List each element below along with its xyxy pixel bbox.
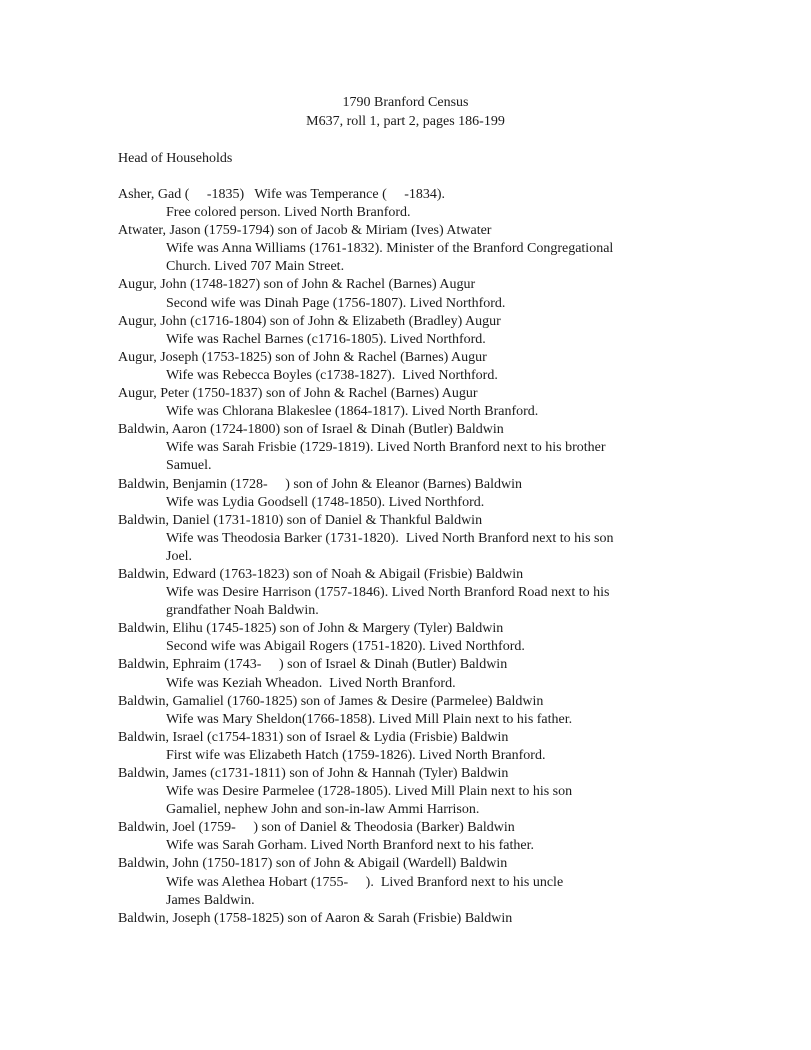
household-detail-line: Second wife was Dinah Page (1756-1807). Lived Northford. xyxy=(166,295,506,311)
household-detail xyxy=(118,783,718,819)
household-entry xyxy=(118,421,718,475)
household-detail xyxy=(118,295,718,313)
household-detail-line: Wife was Sarah Gorham. Lived North Branford next to his father. xyxy=(166,838,534,854)
household-entry xyxy=(118,476,718,512)
document-title: 1790 Branford Census xyxy=(342,95,469,110)
household-detail-line: Wife was Chlorana Blakeslee (1864-1817). Lived North Branford. xyxy=(166,404,539,420)
household-detail-line: Church. Lived 707 Main Street. xyxy=(166,259,345,275)
household-detail xyxy=(118,204,718,222)
household-detail xyxy=(118,638,718,656)
household-entry xyxy=(118,512,718,566)
household-entry xyxy=(118,620,718,656)
household-head: Baldwin, Gamaliel (1760-1825) son of James & Desire (Parmelee) Baldwin xyxy=(118,693,544,709)
household-head: Baldwin, Daniel (1731-1810) son of Daniel & Thankful Baldwin xyxy=(118,512,483,528)
household-list xyxy=(118,186,718,928)
household-head: Baldwin, James (c1731-1811) son of John & Hannah (Tyler) Baldwin xyxy=(118,766,509,781)
household-entry xyxy=(118,313,718,349)
household-detail-line: Wife was Rebecca Boyles (c1738-1827). Lived Northford. xyxy=(166,367,498,383)
household-entry xyxy=(118,765,718,819)
household-entry xyxy=(118,222,718,276)
household-entry xyxy=(118,693,718,729)
household-detail-line: Wife was Lydia Goodsell (1748-1850). Lived Northford. xyxy=(166,494,485,510)
household-detail-line: grandfather Noah Baldwin. xyxy=(166,603,319,619)
household-detail-line: Wife was Rachel Barnes (c1716-1805). Lived Northford. xyxy=(166,331,486,347)
household-head: Augur, John (1748-1827) son of John & Rachel (Barnes) Augur xyxy=(118,277,476,293)
household-detail xyxy=(118,367,718,385)
household-detail xyxy=(118,403,718,421)
household-detail xyxy=(118,240,718,276)
household-head: Baldwin, Elihu (1745-1825) son of John & Margery (Tyler) Baldwin xyxy=(118,621,504,637)
household-detail-line: Wife was Alethea Hobart (1755- ). Lived Branford next to his uncle xyxy=(166,874,564,890)
household-detail-line: Free colored person. Lived North Branford. xyxy=(166,205,411,221)
household-detail xyxy=(118,530,718,566)
title-block xyxy=(0,94,811,131)
household-detail-line: Wife was Sarah Frisbie (1729-1819). Lived North Branford next to his brother xyxy=(166,440,606,456)
household-entry xyxy=(118,729,718,765)
household-detail-line: Wife was Theodosia Barker (1731-1820). Lived North Branford next to his son xyxy=(166,530,614,546)
household-head: Baldwin, Joel (1759- ) son of Daniel & Theodosia (Barker) Baldwin xyxy=(118,820,515,836)
household-detail xyxy=(118,874,718,910)
household-head: Baldwin, Israel (c1754-1831) son of Israel & Lydia (Frisbie) Baldwin xyxy=(118,729,509,745)
household-entry xyxy=(118,186,718,222)
household-entry xyxy=(118,656,718,692)
household-entry xyxy=(118,276,718,312)
household-detail-line: Joel. xyxy=(166,548,193,564)
household-detail xyxy=(118,747,718,765)
household-detail-line: Samuel. xyxy=(166,458,212,474)
household-head: Baldwin, Joseph (1758-1825) son of Aaron & Sarah (Frisbie) Baldwin xyxy=(118,910,513,926)
household-detail-line: James Baldwin. xyxy=(166,892,255,908)
household-entry xyxy=(118,566,718,620)
household-detail xyxy=(118,837,718,855)
household-entry xyxy=(118,910,718,928)
household-detail-line: Wife was Anna Williams (1761-1832). Minister of the Branford Congregational xyxy=(166,241,614,257)
household-detail xyxy=(118,439,718,475)
household-detail xyxy=(118,494,718,512)
household-detail xyxy=(118,675,718,693)
household-head: Baldwin, Edward (1763-1823) son of Noah & Abigail (Frisbie) Baldwin xyxy=(118,566,524,582)
household-detail xyxy=(118,584,718,620)
section-heading: Head of Households xyxy=(118,151,233,166)
document-subtitle: M637, roll 1, part 2, pages 186-199 xyxy=(306,113,505,129)
household-detail-line: Second wife was Abigail Rogers (1751-1820). Lived Northford. xyxy=(166,639,525,655)
household-head: Baldwin, John (1750-1817) son of John & Abigail (Wardell) Baldwin xyxy=(118,856,508,872)
household-head: Augur, Joseph (1753-1825) son of John & Rachel (Barnes) Augur xyxy=(118,349,487,365)
household-detail-line: Gamaliel, nephew John and son-in-law Ammi Harrison. xyxy=(166,802,480,818)
household-head: Augur, Peter (1750-1837) son of John & Rachel (Barnes) Augur xyxy=(118,386,478,402)
household-detail-line: Wife was Desire Harrison (1757-1846). Lived North Branford Road next to his xyxy=(166,585,610,601)
household-head: Baldwin, Ephraim (1743- ) son of Israel & Dinah (Butler) Baldwin xyxy=(118,657,508,673)
household-head: Augur, John (c1716-1804) son of John & Elizabeth (Bradley) Augur xyxy=(118,313,501,329)
household-head: Baldwin, Aaron (1724-1800) son of Israel & Dinah (Butler) Baldwin xyxy=(118,422,504,438)
household-detail-line: Wife was Keziah Wheadon. Lived North Branford. xyxy=(166,675,456,691)
household-detail-line: Wife was Mary Sheldon(1766-1858). Lived Mill Plain next to his father. xyxy=(166,711,573,727)
household-detail xyxy=(118,711,718,729)
household-entry xyxy=(118,385,718,421)
household-head: Atwater, Jason (1759-1794) son of Jacob & Miriam (Ives) Atwater xyxy=(118,223,492,239)
household-entry xyxy=(118,819,718,855)
household-entry xyxy=(118,855,718,909)
household-detail xyxy=(118,331,718,349)
household-head: Baldwin, Benjamin (1728- ) son of John & Eleanor (Barnes) Baldwin xyxy=(118,476,522,492)
household-entry xyxy=(118,349,718,385)
household-detail-line: Wife was Desire Parmelee (1728-1805). Lived Mill Plain next to his son xyxy=(166,784,573,800)
household-detail-line: First wife was Elizabeth Hatch (1759-1826). Lived North Branford. xyxy=(166,747,546,763)
household-head: Asher, Gad ( -1835) Wife was Temperance ( -1834). xyxy=(118,187,446,202)
